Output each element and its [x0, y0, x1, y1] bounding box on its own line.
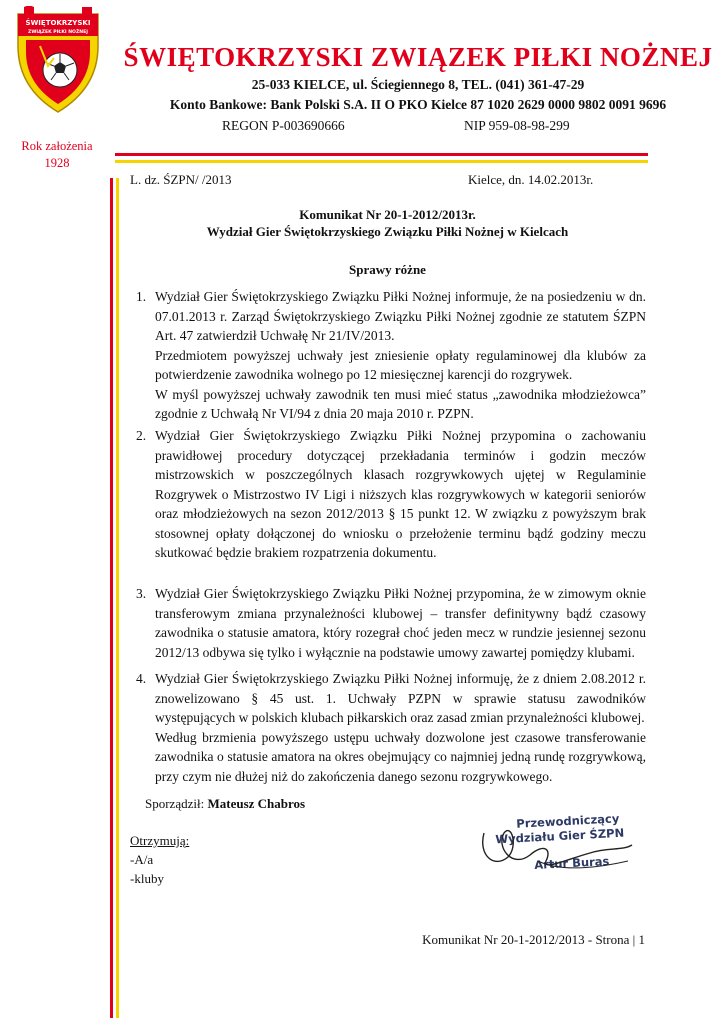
item-paragraph: Wydział Gier Świętokrzyskiego Związku Piłki Nożnej informuje, że na posiedzeniu w dn. 07.01.2013 r. Zarząd Świętokrzyskiego Związku Piłki Nożnej zgodnie ze statutem ŚZPN Art. 47 zatwierdził Uchwałę Nr 21/IV/2013.: [155, 289, 646, 343]
item-paragraph: W myśl powyższej uchwały zawodnik ten musi mieć status „zawodnika młodzieżowca” zgodnie z Uchwałą Nr VI/94 z dnia 20 maja 2010 r. PZPN.: [155, 386, 646, 421]
prepared-by: [145, 796, 305, 812]
founded-note: [14, 138, 100, 172]
list-item: [136, 426, 646, 563]
item-number: 3.: [136, 586, 147, 601]
recipient-item: -A/a: [130, 852, 154, 867]
item-number: 2.: [136, 428, 147, 443]
list-item: [136, 669, 646, 786]
recipients-label: Otrzymują:: [130, 833, 190, 848]
reference-number: L. dz. ŚZPN/ /2013: [130, 172, 232, 187]
organization-name: ŚWIĘTOKRZYSKI ZWIĄZEK PIŁKI NOŻNEJ: [123, 42, 713, 72]
margin-stripe-yellow: [116, 178, 119, 1018]
nip-number: NIP 959-08-98-299: [464, 118, 570, 133]
header-divider-yellow: [115, 160, 648, 163]
item-number: 4.: [136, 671, 147, 686]
section-heading: Sprawy różne: [349, 262, 426, 277]
communique-title: Komunikat Nr 20-1-2012/2013r.: [299, 207, 476, 222]
item-paragraph: Wydział Gier Świętokrzyskiego Związku Piłki Nożnej przypomina, że w zimowym oknie transferowym zmiana przynależności klubowej – transfer definitywny bądź czasowy zawodnika o statusie amatora, który rozegrał choć jeden mecz w rundzie jesiennej sezonu 2012/13 odbywa się tylko i wyłącznie na podstawie umowy zawartej pomiędzy klubami.: [155, 586, 646, 660]
football-club-shield-logo: [14, 6, 102, 116]
bank-account: Konto Bankowe: Bank Polski S.A. II O PKO Kielce 87 1020 2629 0000 9802 0091 9696: [169, 97, 667, 112]
item-paragraph: Wydział Gier Świętokrzyskiego Związku Piłki Nożnej informuję, że z dniem 2.08.2012 r. znowelizowano § 45 ust. 1. Uchwały PZPN w sprawie statusu zawodników występujących w polskich klubach piłkarskich oraz zasad zmian przynależności klubowej.: [155, 671, 646, 725]
logo-text-bottom: ZWIĄZEK PIŁKI NOŻNEJ: [28, 30, 88, 35]
communique-subtitle: Wydział Gier Świętokrzyskiego Związku Piłki Nożnej w Kielcach: [206, 224, 569, 239]
item-number: 1.: [136, 289, 147, 304]
stamp-line-2: Wydziału Gier ŚZPN: [495, 825, 625, 847]
item-paragraph: Wydział Gier Świętokrzyskiego Związku Piłki Nożnej przypomina o zachowaniu prawidłowej procedury dotyczącej przekładania terminów i godzin meczów mistrzowskich w poszczególnych klasach rozgrywkowych ujętej w Regulaminie Rozgrywek o Mistrzostwo IV Ligi i niższych klas rozgrywkowych w kategorii seniorów oraz młodzieżowych na sezon 2012/2013 § 15 punkt 12. W związku z powyższym brak stosownej opłaty dołączonej do wniosku o przełożenie terminu bądź godziny meczu skutkować będzie brakiem rozpatrzenia dokumentu.: [155, 428, 646, 560]
page-footer: Komunikat Nr 20-1-2012/2013 - Strona | 1: [422, 932, 645, 947]
organization-address: 25-033 KIELCE, ul. Ściegiennego 8, TEL. (041) 361-47-29: [251, 77, 585, 92]
recipient-item: -kluby: [130, 871, 164, 886]
recipients-block: [130, 831, 189, 888]
stamp-line-1: Przewodniczący: [515, 811, 620, 831]
letter-date: Kielce, dn. 14.02.2013r.: [468, 172, 594, 187]
header-divider-red: [115, 153, 648, 156]
founded-year: 1928: [44, 156, 70, 170]
stamp-line-3: Artur Buras: [533, 854, 610, 872]
founded-label: Rok założenia: [21, 139, 93, 153]
prepared-name: Mateusz Chabros: [207, 796, 306, 811]
signature-stamp: [472, 803, 642, 885]
list-item: [136, 584, 646, 662]
prepared-label: Sporządził:: [145, 796, 205, 811]
item-paragraph: Według brzmienia powyższego ustępu uchwały dozwolone jest czasowe transferowanie zawodnika o statusie amatora na okres obejmujący co najmniej jedną rundę rozgrywkową, przy czym nie dłużej niż do zakończenia danego sezonu rozgrywkowego.: [155, 729, 646, 784]
logo-text-top: ŚWIĘTOKRZYSKI: [25, 19, 91, 27]
item-paragraph: Przedmiotem powyższej uchwały jest zniesienie opłaty regulaminowej dla klubów za potwierdzenie zawodnika wolnego po 12 miesięcznej karencji do rozgrywek.: [155, 347, 646, 382]
list-item: [136, 287, 646, 424]
margin-stripe-red: [110, 178, 113, 1018]
regon-number: REGON P-003690666: [222, 118, 345, 133]
